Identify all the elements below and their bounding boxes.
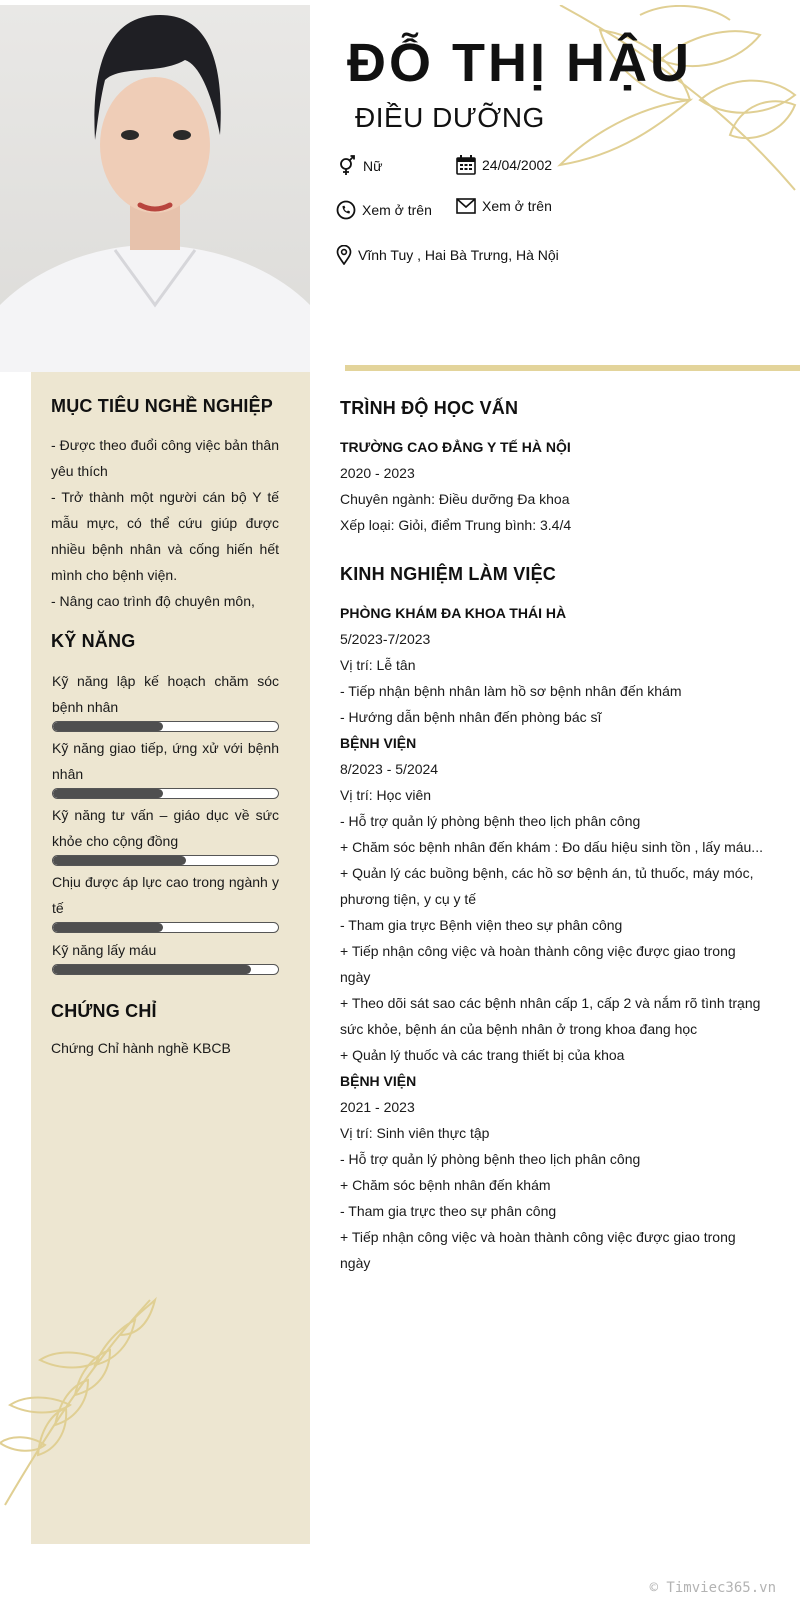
certificates-title: CHỨNG CHỈ <box>51 1001 157 1021</box>
birthdate-value: 24/04/2002 <box>482 157 553 173</box>
job-duty: + Tiếp nhận công việc và hoàn thành công việc được giao trong <box>340 943 736 959</box>
skill-item <box>52 735 279 799</box>
job-position: Vị trí: Học viên <box>340 787 432 803</box>
location-pin-icon <box>336 245 352 265</box>
skill-progress-bar <box>52 922 279 933</box>
skill-progress-bar <box>52 855 279 866</box>
job-company: PHÒNG KHÁM ĐA KHOA THÁI HÀ <box>340 605 567 621</box>
job-duty: - Hỗ trợ quản lý phòng bệnh theo lịch phân công <box>340 1151 641 1167</box>
skill-progress-fill <box>53 722 163 731</box>
skill-progress-bar <box>52 788 279 799</box>
address-value: Vĩnh Tuy , Hai Bà Trưng, Hà Nội <box>358 247 559 263</box>
objective-line: - Trở thành một người cán bộ Y tế mẫu mực, có thể cứu giúp được nhiều bệnh nhân và cống hiến hết mình cho bệnh viện. <box>51 489 279 583</box>
profile-photo <box>0 5 310 372</box>
experience-list <box>340 600 780 1276</box>
job-duty: ngày <box>340 969 371 985</box>
phone-value: Xem ở trên <box>362 202 432 218</box>
school-name: TRƯỜNG CAO ĐẲNG Y TẾ HÀ NỘI <box>340 439 571 455</box>
education-major: Chuyên ngành: Điều dưỡng Đa khoa <box>340 491 570 507</box>
job-duty: + Chăm sóc bệnh nhân đến khám <box>340 1177 551 1193</box>
job-duty: - Tham gia trực theo sự phân công <box>340 1203 557 1219</box>
candidate-name: ĐỖ THỊ HẬU <box>347 33 692 93</box>
job-position: Vị trí: Lễ tân <box>340 657 416 673</box>
objective-line: - Nâng cao trình độ chuyên môn, <box>51 593 255 609</box>
job-duty: - Hướng dẫn bệnh nhân đến phòng bác sĩ <box>340 709 602 725</box>
skill-label: Kỹ năng tư vấn – giáo dục về sức khỏe cho cộng đồng <box>52 807 279 849</box>
job-title: ĐIỀU DƯỠNG <box>355 102 545 133</box>
gender-info <box>337 155 382 177</box>
skill-progress-fill <box>53 965 251 974</box>
job-duty: + Chăm sóc bệnh nhân đến khám : Đo dấu hiệu sinh tồn , lấy máu... <box>340 839 763 855</box>
job-duty: phương tiện, y cụ y tế <box>340 891 477 907</box>
skills-title: KỸ NĂNG <box>51 631 136 651</box>
phone-info <box>336 200 432 220</box>
gender-icon <box>337 155 357 177</box>
email-info <box>456 198 552 214</box>
header-divider <box>345 365 800 371</box>
job-duty: - Hỗ trợ quản lý phòng bệnh theo lịch phân công <box>340 813 641 829</box>
job-period: 2021 - 2023 <box>340 1099 415 1115</box>
avatar <box>0 5 310 372</box>
calendar-icon <box>456 155 476 175</box>
education-grade: Xếp loại: Giỏi, điểm Trung bình: 3.4/4 <box>340 517 572 533</box>
job-entry <box>340 1068 780 1276</box>
job-company: BỆNH VIỆN <box>340 735 417 751</box>
job-duty: + Quản lý thuốc và các trang thiết bị của khoa <box>340 1047 625 1063</box>
job-period: 5/2023-7/2023 <box>340 631 431 647</box>
gender-value: Nữ <box>363 158 383 174</box>
education-period: 2020 - 2023 <box>340 465 415 481</box>
objective-line: - Được theo đuổi công việc bản thân yêu thích <box>51 437 279 479</box>
job-period: 8/2023 - 5/2024 <box>340 761 439 777</box>
skill-item <box>52 668 279 732</box>
certificate-item: Chứng Chỉ hành nghề KBCB <box>51 1040 231 1056</box>
address-info <box>336 245 559 265</box>
skill-label: Chịu được áp lực cao trong ngành y tế <box>52 874 279 916</box>
experience-title: KINH NGHIỆM LÀM VIỆC <box>340 564 557 584</box>
job-duty: ngày <box>340 1255 371 1271</box>
skill-label: Kỹ năng giao tiếp, ứng xử với bệnh nhân <box>52 740 279 782</box>
skill-item <box>52 937 279 975</box>
skill-progress-fill <box>53 789 163 798</box>
phone-icon <box>336 200 356 220</box>
job-duty: - Tham gia trực Bệnh viện theo sự phân công <box>340 917 623 933</box>
job-company: BỆNH VIỆN <box>340 1073 417 1089</box>
job-duty: + Tiếp nhận công việc và hoàn thành công việc được giao trong <box>340 1229 736 1245</box>
job-entry <box>340 600 780 730</box>
job-entry <box>340 730 780 1068</box>
skill-progress-fill <box>53 856 186 865</box>
job-duty: + Theo dõi sát sao các bệnh nhân cấp 1, cấp 2 và nắm rõ tình trạng <box>340 995 761 1011</box>
email-value: Xem ở trên <box>482 198 552 214</box>
watermark: © Timviec365.vn <box>649 1580 776 1596</box>
job-duty: - Tiếp nhận bệnh nhân làm hồ sơ bệnh nhân đến khám <box>340 683 682 699</box>
objective-body <box>51 432 279 614</box>
job-duty: + Quản lý các buồng bệnh, các hồ sơ bệnh án, tủ thuốc, máy móc, <box>340 865 754 881</box>
skill-item <box>52 869 279 933</box>
skill-progress-bar <box>52 721 279 732</box>
skill-label: Kỹ năng lấy máu <box>52 942 157 958</box>
skill-progress-bar <box>52 964 279 975</box>
job-position: Vị trí: Sinh viên thực tập <box>340 1125 490 1141</box>
email-icon <box>456 198 476 214</box>
education-body <box>340 434 571 538</box>
skill-progress-fill <box>53 923 163 932</box>
skill-item <box>52 802 279 866</box>
skill-label: Kỹ năng lập kế hoạch chăm sóc bệnh nhân <box>52 673 279 715</box>
objective-title: MỤC TIÊU NGHỀ NGHIỆP <box>51 396 274 416</box>
birthdate-info <box>456 155 552 175</box>
leaf-decoration-bottom-icon <box>0 1295 160 1510</box>
education-title: TRÌNH ĐỘ HỌC VẤN <box>340 398 519 418</box>
job-duty: sức khỏe, bệnh án của bệnh nhân ở trong khoa đang học <box>340 1021 698 1037</box>
